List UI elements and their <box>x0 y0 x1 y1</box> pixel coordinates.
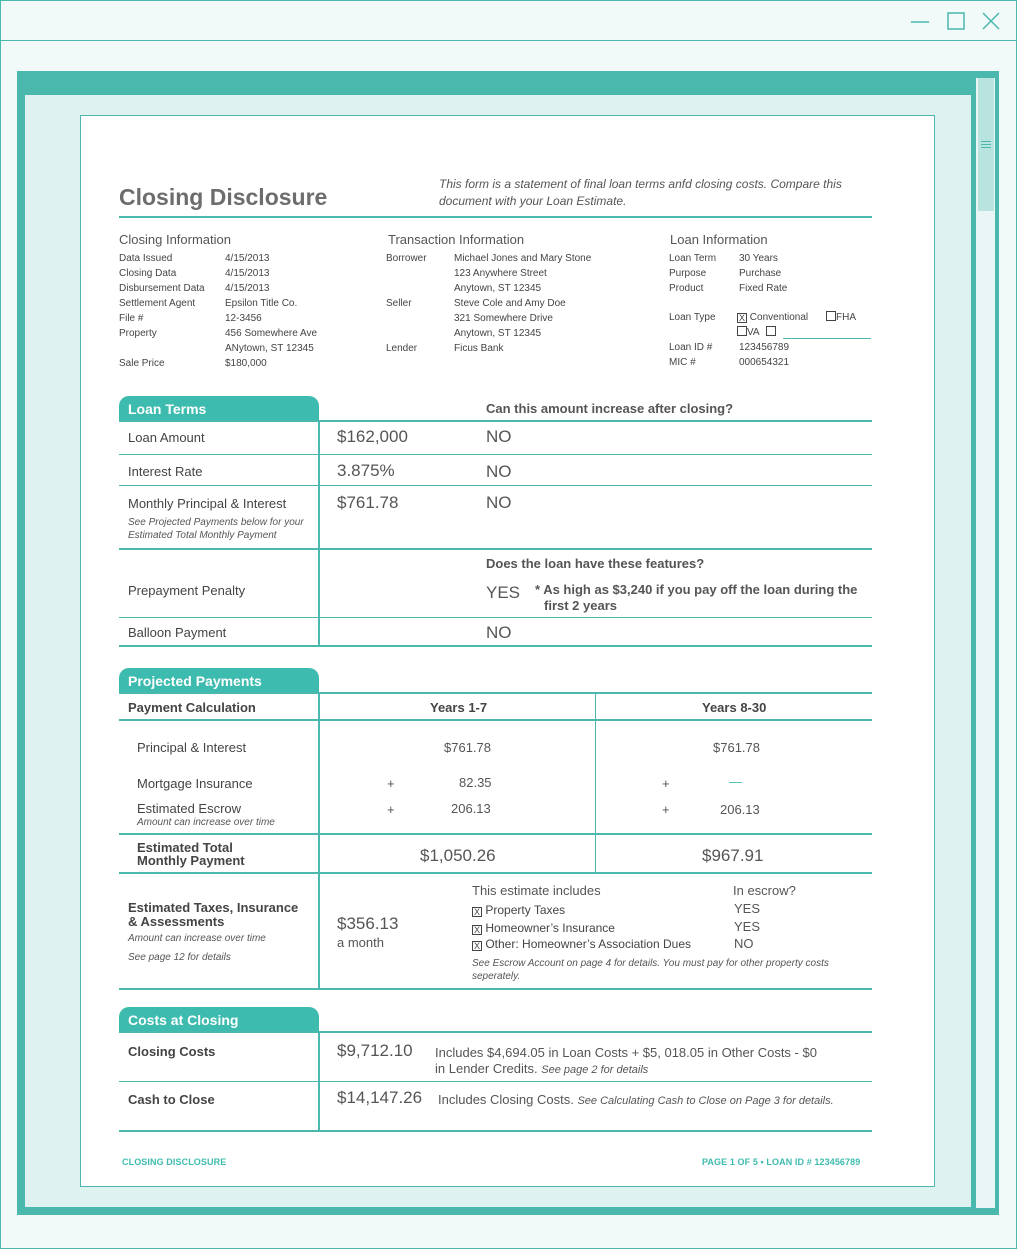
loan-terms-tab: Loan Terms <box>119 396 319 420</box>
purpose-value: Purchase <box>739 268 782 279</box>
loan-id-label: Loan ID # <box>669 342 713 353</box>
transaction-info-value: Ficus Bank <box>454 343 504 354</box>
document-page <box>80 115 935 1187</box>
features-question: Does the loan have these features? <box>486 556 705 571</box>
checkbox-checked-icon: X <box>738 313 745 323</box>
costs-at-closing-tab: Costs at Closing <box>119 1007 319 1031</box>
mic-label: MIC # <box>669 357 696 368</box>
taxes-label: Estimated Taxes, Insurance & Assessments <box>128 900 299 929</box>
escrow-note: Amount can increase over time <box>137 817 275 828</box>
loan-id-value: 123456789 <box>739 342 790 353</box>
plus-sign: + <box>387 776 395 791</box>
transaction-info-label: Seller <box>386 298 412 309</box>
product-value: Fixed Rate <box>739 283 788 294</box>
pi-years-1-7: $761.78 <box>444 740 491 755</box>
product-label: Product <box>669 283 704 294</box>
checkbox-empty-icon <box>766 326 776 336</box>
loan-amount-answer: NO <box>486 427 512 446</box>
item-escrow-value: YES <box>734 919 761 934</box>
loan-amount-value: $162,000 <box>337 427 408 446</box>
item-escrow-value: YES <box>734 901 761 916</box>
interest-rate-value: 3.875% <box>337 461 395 480</box>
purpose-label: Purpose <box>669 268 707 279</box>
closing-info-label: Closing Data <box>119 268 177 279</box>
includes-heading: This estimate includes <box>472 883 601 898</box>
prepayment-label: Prepayment Penalty <box>128 583 246 598</box>
prepayment-detail-2: first 2 years <box>544 598 617 613</box>
monthly-pi-label: Monthly Principal & Interest <box>128 496 287 511</box>
close-icon[interactable] <box>980 10 1002 32</box>
cash-to-close-desc: Includes Closing Costs. See Calculating Cash to Close on Page 3 for details. <box>438 1092 834 1107</box>
balloon-label: Balloon Payment <box>128 625 227 640</box>
monthly-pi-answer: NO <box>486 493 512 512</box>
loan-type-conventional: X Conventional <box>738 312 809 323</box>
closing-info-value: 4/15/2013 <box>225 283 270 294</box>
loan-type-fha: FHA <box>826 311 856 326</box>
prepayment-detail: * As high as $3,240 if you pay off the loan during the <box>535 582 858 597</box>
taxes-value: $356.13 <box>337 914 399 933</box>
other-type-line <box>783 338 871 339</box>
included-item: X Other: Homeowner’s Association Dues <box>473 937 691 951</box>
closing-info-label: Property <box>119 328 157 339</box>
footer-right: PAGE 1 OF 5 • LOAN ID # 123456789 <box>702 1157 861 1167</box>
transaction-info-value: Anytown, ST 12345 <box>454 283 542 294</box>
loan-info-heading: Loan Information <box>670 232 768 247</box>
plus-sign: + <box>387 802 395 817</box>
escrow-label: Estimated Escrow <box>137 801 242 816</box>
scrollbar-thumb[interactable] <box>978 78 994 211</box>
increase-question: Can this amount increase after closing? <box>486 401 734 416</box>
maximize-icon[interactable] <box>945 10 967 32</box>
closing-info-value: $180,000 <box>225 358 267 369</box>
closing-info-label: Sale Price <box>119 358 165 369</box>
checkbox-checked-icon: X <box>473 925 480 935</box>
intro-text: This form is a statement of final loan terms anfd closing costs. Compare this document with your Loan Estimate. <box>439 177 842 208</box>
footer-left: CLOSING DISCLOSURE <box>122 1157 227 1167</box>
mi-label: Mortgage Insurance <box>137 776 253 791</box>
vertical-scrollbar[interactable] <box>975 78 995 1208</box>
closing-costs-desc: Includes $4,694.05 in Loan Costs + $5, 018.05 in Other Costs - $0 <box>435 1045 817 1060</box>
transaction-info-value: 321 Somewhere Drive <box>454 313 553 324</box>
closing-info-label: Data Issued <box>119 253 173 264</box>
transaction-info-heading: Transaction Information <box>388 232 525 247</box>
pi-label: Principal & Interest <box>137 740 247 755</box>
taxes-period: a month <box>337 935 384 950</box>
mi-years-1-7: 82.35 <box>459 775 492 790</box>
total-years-8-30: $967.91 <box>702 846 764 865</box>
interest-rate-label: Interest Rate <box>128 464 203 479</box>
checkbox-checked-icon: X <box>473 907 480 917</box>
payment-calc-label: Payment Calculation <box>128 700 256 715</box>
loan-type-va: VA <box>737 326 776 341</box>
closing-costs-desc-2: in Lender Credits. See page 2 for details <box>435 1061 649 1076</box>
taxes-note: Amount can increase over time <box>128 933 266 944</box>
taxes-see-page: See page 12 for details <box>128 952 231 963</box>
transaction-info-value: 123 Anywhere Street <box>454 268 547 279</box>
loan-type-label: Loan Type <box>669 312 716 323</box>
transaction-info-value: Anytown, ST 12345 <box>454 328 542 339</box>
mi-years-8-30: — <box>729 774 742 789</box>
escrow-years-1-7: 206.13 <box>451 801 491 816</box>
interest-rate-answer: NO <box>486 462 512 481</box>
projected-payments-tab: Projected Payments <box>119 668 319 692</box>
closing-info-value: 4/15/2013 <box>225 253 270 264</box>
item-escrow-value: NO <box>734 936 754 951</box>
mic-value: 000654321 <box>739 357 790 368</box>
in-escrow-heading: In escrow? <box>733 883 796 898</box>
closing-info-label: Disbursement Data <box>119 283 205 294</box>
transaction-info-value: Michael Jones and Mary Stone <box>454 253 592 264</box>
closing-info-value: 456 Somewhere Ave <box>225 328 318 339</box>
cash-to-close-label: Cash to Close <box>128 1092 215 1107</box>
checkbox-empty-icon <box>737 326 747 336</box>
header-rule <box>119 216 872 218</box>
loan-amount-label: Loan Amount <box>128 430 205 445</box>
checkbox-empty-icon <box>826 311 836 321</box>
closing-info-value: 12-3456 <box>225 313 262 324</box>
prepayment-answer: YES <box>486 583 521 602</box>
included-item: X Homeowner’s Insurance <box>473 921 615 935</box>
plus-sign: + <box>662 776 670 791</box>
cash-to-close-value: $14,147.26 <box>337 1088 423 1107</box>
years-8-30-header: Years 8-30 <box>702 700 767 715</box>
total-years-1-7: $1,050.26 <box>420 846 496 865</box>
page-title: Closing Disclosure <box>119 184 328 210</box>
closing-info-label: File # <box>119 313 144 324</box>
transaction-info-label: Borrower <box>386 253 427 264</box>
loan-term-label: Loan Term <box>669 253 717 264</box>
closing-info-value: Epsilon Title Co. <box>225 298 298 309</box>
monthly-pi-note: See Projected Payments below for your Estimated Total Monthly Payment <box>128 517 304 541</box>
monthly-pi-value: $761.78 <box>337 493 399 512</box>
plus-sign: + <box>662 802 670 817</box>
transaction-info-value: Steve Cole and Amy Doe <box>454 298 566 309</box>
years-1-7-header: Years 1-7 <box>430 700 488 715</box>
closing-info-label: Settlement Agent <box>119 298 196 309</box>
closing-info-heading: Closing Information <box>119 232 231 247</box>
pi-years-8-30: $761.78 <box>713 740 760 755</box>
closing-info-value: 4/15/2013 <box>225 268 270 279</box>
escrow-footer-note: See Escrow Account on page 4 for details. You must pay for other property costs seperately. <box>472 958 829 982</box>
minimize-icon[interactable] <box>909 10 931 32</box>
total-monthly-label: Estimated Total Monthly Payment <box>137 840 245 868</box>
loan-term-value: 30 Years <box>739 253 778 264</box>
title-bar <box>1 1 1016 41</box>
included-item: X Property Taxes <box>473 903 566 917</box>
closing-costs-value: $9,712.10 <box>337 1041 413 1060</box>
escrow-years-8-30: 206.13 <box>720 802 760 817</box>
transaction-info-label: Lender <box>386 343 418 354</box>
checkbox-checked-icon: X <box>473 941 480 951</box>
closing-costs-label: Closing Costs <box>128 1044 216 1059</box>
closing-info-value: ANytown, ST 12345 <box>225 343 314 354</box>
balloon-answer: NO <box>486 623 512 642</box>
